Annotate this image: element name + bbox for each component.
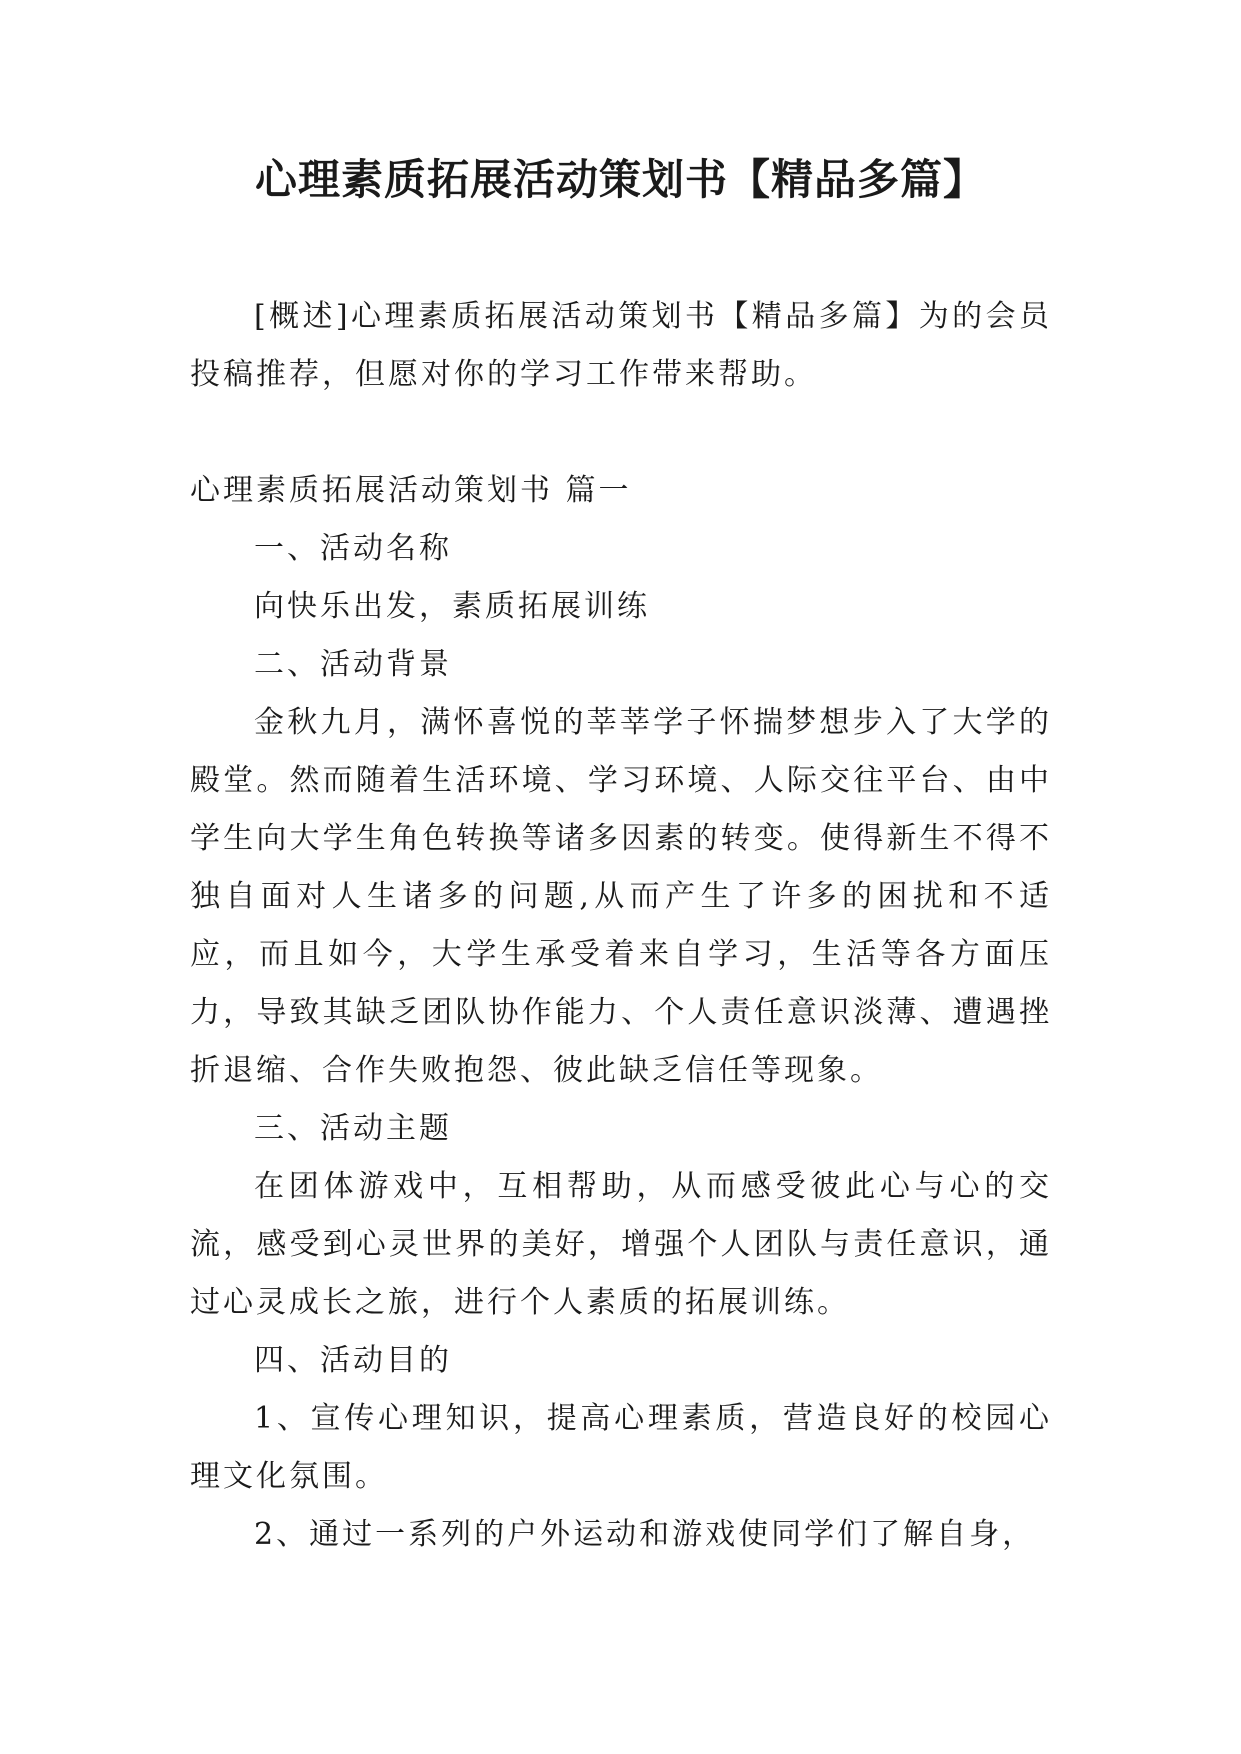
part-heading: 心理素质拓展活动策划书 篇一 xyxy=(190,473,632,508)
section-body-2: 金秋九月，满怀喜悦的莘莘学子怀揣梦想步入了大学的殿堂。然而随着生活环境、学习环境、人际交往平台、由中学生向大学生角色转换等诸多因素的转变。使得新生不得不独自面对人生诸多的问题,从而产生了许多的困扰和不适应，而且如今，大学生承受着来自学习，生活等各方面压力，导致其缺乏团队协作能力、个人责任意识淡薄、遭遇挫折退缩、合作失败抱怨、彼此缺乏信任等现象。 xyxy=(190,705,1052,1088)
section-body-1: 向快乐出发，素质拓展训练 xyxy=(254,589,650,624)
trailing-paragraph: 2、通过一系列的户外运动和游戏使同学们了解自身， xyxy=(254,1517,1036,1552)
summary-paragraph: [概述]心理素质拓展活动策划书【精品多篇】为的会员投稿推荐，但愿对你的学习工作带来帮助。 xyxy=(190,299,1052,392)
section-body-3: 在团体游戏中，互相帮助，从而感受彼此心与心的交流，感受到心灵世界的美好，增强个人团队与责任意识，通过心灵成长之旅，进行个人素质的拓展训练。 xyxy=(190,1169,1052,1320)
section-body-4: 1、宣传心理知识，提高心理素质，营造良好的校园心理文化氛围。 xyxy=(190,1401,1052,1494)
section-heading-4: 四、活动目的 xyxy=(254,1343,452,1378)
document-title: 心理素质拓展活动策划书【精品多篇】 xyxy=(254,155,986,204)
section-heading-3: 三、活动主题 xyxy=(254,1111,452,1146)
section-heading-1: 一、活动名称 xyxy=(254,531,452,566)
document-body xyxy=(190,288,1052,1564)
section-heading-2: 二、活动背景 xyxy=(254,647,452,682)
